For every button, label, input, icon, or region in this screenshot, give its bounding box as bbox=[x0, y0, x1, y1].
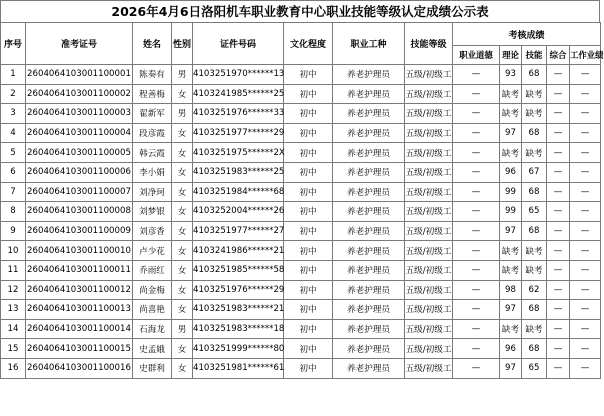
cell-name: 段彦霞 bbox=[133, 123, 172, 143]
cell-skill: 68 bbox=[522, 221, 547, 241]
cell-seq: 8 bbox=[1, 202, 26, 222]
table-row bbox=[1, 358, 601, 378]
cell-ethics: — bbox=[453, 202, 500, 222]
cell-overall: — bbox=[547, 260, 570, 280]
cell-name: 刘净珂 bbox=[133, 182, 172, 202]
table-row bbox=[1, 162, 601, 182]
cell-job: 养老护理员 bbox=[333, 182, 405, 202]
cell-theory: 99 bbox=[500, 202, 522, 222]
cell-id-no: 4103251977******27 bbox=[193, 221, 284, 241]
cell-overall: — bbox=[547, 123, 570, 143]
cell-job: 养老护理员 bbox=[333, 339, 405, 359]
cell-education: 初中 bbox=[284, 182, 333, 202]
cell-performance: — bbox=[570, 221, 601, 241]
cell-overall: — bbox=[547, 104, 570, 124]
cell-skill: 65 bbox=[522, 358, 547, 378]
cell-education: 初中 bbox=[284, 358, 333, 378]
cell-performance: — bbox=[570, 280, 601, 300]
cell-ethics: — bbox=[453, 339, 500, 359]
cell-ethics: — bbox=[453, 143, 500, 163]
cell-id-no: 4103251983******25 bbox=[193, 162, 284, 182]
cell-theory: 97 bbox=[500, 221, 522, 241]
table-row bbox=[1, 339, 601, 359]
header-theory: 理论 bbox=[500, 46, 522, 65]
cell-performance: — bbox=[570, 104, 601, 124]
cell-id-no: 4103251977******29 bbox=[193, 123, 284, 143]
cell-job: 养老护理员 bbox=[333, 300, 405, 320]
cell-job: 养老护理员 bbox=[333, 358, 405, 378]
cell-ethics: — bbox=[453, 84, 500, 104]
header-name: 姓名 bbox=[133, 23, 172, 65]
cell-name: 卢少花 bbox=[133, 241, 172, 261]
cell-skill: 缺考 bbox=[522, 241, 547, 261]
cell-exam-no: 2604064103001100007 bbox=[26, 182, 133, 202]
cell-theory: 缺考 bbox=[500, 319, 522, 339]
cell-id-no: 4103241986******21 bbox=[193, 241, 284, 261]
header-skill: 技能 bbox=[522, 46, 547, 65]
cell-exam-no: 2604064103001100013 bbox=[26, 300, 133, 320]
cell-id-no: 4103251976******29 bbox=[193, 280, 284, 300]
cell-job: 养老护理员 bbox=[333, 162, 405, 182]
table-row bbox=[1, 143, 601, 163]
cell-overall: — bbox=[547, 143, 570, 163]
header-scores-group: 考核成绩 bbox=[453, 23, 601, 46]
cell-exam-no: 2604064103001100015 bbox=[26, 339, 133, 359]
cell-ethics: — bbox=[453, 280, 500, 300]
cell-performance: — bbox=[570, 65, 601, 85]
cell-seq: 15 bbox=[1, 339, 26, 359]
table-row bbox=[1, 202, 601, 222]
cell-ethics: — bbox=[453, 162, 500, 182]
header-seq: 序号 bbox=[1, 23, 26, 65]
cell-theory: 缺考 bbox=[500, 84, 522, 104]
cell-ethics: — bbox=[453, 65, 500, 85]
cell-education: 初中 bbox=[284, 84, 333, 104]
cell-name: 陈奏有 bbox=[133, 65, 172, 85]
cell-ethics: — bbox=[453, 221, 500, 241]
cell-performance: — bbox=[570, 84, 601, 104]
cell-exam-no: 2604064103001100006 bbox=[26, 162, 133, 182]
header-id-no: 证件号码 bbox=[193, 23, 284, 65]
cell-performance: — bbox=[570, 339, 601, 359]
cell-skill: 65 bbox=[522, 202, 547, 222]
cell-gender: 女 bbox=[172, 260, 193, 280]
cell-exam-no: 2604064103001100004 bbox=[26, 123, 133, 143]
cell-id-no: 4103252004******26 bbox=[193, 202, 284, 222]
cell-skill: 缺考 bbox=[522, 319, 547, 339]
cell-level: 五级/初级工 bbox=[405, 65, 453, 85]
header-exam-no: 准考证号 bbox=[26, 23, 133, 65]
cell-theory: 缺考 bbox=[500, 143, 522, 163]
cell-exam-no: 2604064103001100009 bbox=[26, 221, 133, 241]
cell-performance: — bbox=[570, 182, 601, 202]
table-row bbox=[1, 65, 601, 85]
cell-gender: 女 bbox=[172, 162, 193, 182]
cell-exam-no: 2604064103001100003 bbox=[26, 104, 133, 124]
cell-overall: — bbox=[547, 65, 570, 85]
cell-ethics: — bbox=[453, 300, 500, 320]
cell-theory: 缺考 bbox=[500, 104, 522, 124]
cell-exam-no: 2604064103001100016 bbox=[26, 358, 133, 378]
cell-education: 初中 bbox=[284, 241, 333, 261]
cell-job: 养老护理员 bbox=[333, 143, 405, 163]
cell-ethics: — bbox=[453, 241, 500, 261]
cell-skill: 68 bbox=[522, 300, 547, 320]
cell-id-no: 4103251976******33 bbox=[193, 104, 284, 124]
cell-level: 五级/初级工 bbox=[405, 280, 453, 300]
cell-overall: — bbox=[547, 202, 570, 222]
cell-level: 五级/初级工 bbox=[405, 162, 453, 182]
cell-name: 尚喜艳 bbox=[133, 300, 172, 320]
cell-ethics: — bbox=[453, 123, 500, 143]
cell-theory: 97 bbox=[500, 123, 522, 143]
cell-education: 初中 bbox=[284, 143, 333, 163]
cell-gender: 男 bbox=[172, 319, 193, 339]
table-row bbox=[1, 319, 601, 339]
cell-gender: 女 bbox=[172, 123, 193, 143]
cell-skill: 缺考 bbox=[522, 104, 547, 124]
cell-overall: — bbox=[547, 182, 570, 202]
cell-education: 初中 bbox=[284, 202, 333, 222]
cell-level: 五级/初级工 bbox=[405, 319, 453, 339]
cell-job: 养老护理员 bbox=[333, 104, 405, 124]
cell-id-no: 4103251983******18 bbox=[193, 319, 284, 339]
cell-seq: 13 bbox=[1, 300, 26, 320]
cell-name: 翟新军 bbox=[133, 104, 172, 124]
cell-id-no: 4103251984******68 bbox=[193, 182, 284, 202]
cell-performance: — bbox=[570, 358, 601, 378]
cell-seq: 6 bbox=[1, 162, 26, 182]
cell-id-no: 4103251985******58 bbox=[193, 260, 284, 280]
cell-overall: — bbox=[547, 162, 570, 182]
cell-level: 五级/初级工 bbox=[405, 182, 453, 202]
page-title: 2026年4月6日洛阳机车职业教育中心职业技能等级认定成绩公示表 bbox=[0, 0, 600, 22]
header-gender: 性别 bbox=[172, 23, 193, 65]
cell-gender: 女 bbox=[172, 358, 193, 378]
cell-gender: 女 bbox=[172, 84, 193, 104]
cell-level: 五级/初级工 bbox=[405, 221, 453, 241]
cell-name: 李小娟 bbox=[133, 162, 172, 182]
cell-exam-no: 2604064103001100014 bbox=[26, 319, 133, 339]
cell-skill: 68 bbox=[522, 339, 547, 359]
cell-overall: — bbox=[547, 358, 570, 378]
cell-performance: — bbox=[570, 319, 601, 339]
cell-gender: 男 bbox=[172, 104, 193, 124]
table-row bbox=[1, 123, 601, 143]
cell-exam-no: 2604064103001100012 bbox=[26, 280, 133, 300]
cell-name: 石海龙 bbox=[133, 319, 172, 339]
cell-level: 五级/初级工 bbox=[405, 241, 453, 261]
header-overall: 综合 bbox=[547, 46, 570, 65]
cell-education: 初中 bbox=[284, 65, 333, 85]
cell-level: 五级/初级工 bbox=[405, 104, 453, 124]
cell-skill: 缺考 bbox=[522, 84, 547, 104]
cell-exam-no: 2604064103001100001 bbox=[26, 65, 133, 85]
cell-theory: 97 bbox=[500, 358, 522, 378]
cell-overall: — bbox=[547, 84, 570, 104]
cell-level: 五级/初级工 bbox=[405, 358, 453, 378]
cell-theory: 98 bbox=[500, 280, 522, 300]
cell-exam-no: 2604064103001100011 bbox=[26, 260, 133, 280]
cell-education: 初中 bbox=[284, 162, 333, 182]
cell-education: 初中 bbox=[284, 319, 333, 339]
cell-id-no: 4103251981******61 bbox=[193, 358, 284, 378]
cell-seq: 12 bbox=[1, 280, 26, 300]
cell-performance: — bbox=[570, 162, 601, 182]
cell-skill: 68 bbox=[522, 182, 547, 202]
cell-performance: — bbox=[570, 202, 601, 222]
cell-level: 五级/初级工 bbox=[405, 202, 453, 222]
cell-ethics: — bbox=[453, 319, 500, 339]
cell-level: 五级/初级工 bbox=[405, 300, 453, 320]
cell-exam-no: 2604064103001100010 bbox=[26, 241, 133, 261]
cell-gender: 女 bbox=[172, 339, 193, 359]
cell-performance: — bbox=[570, 241, 601, 261]
cell-id-no: 4103251975******2X bbox=[193, 143, 284, 163]
header-level: 技能等级 bbox=[405, 23, 453, 65]
cell-ethics: — bbox=[453, 182, 500, 202]
cell-overall: — bbox=[547, 280, 570, 300]
cell-gender: 女 bbox=[172, 280, 193, 300]
cell-level: 五级/初级工 bbox=[405, 123, 453, 143]
cell-performance: — bbox=[570, 123, 601, 143]
table-row bbox=[1, 104, 601, 124]
cell-overall: — bbox=[547, 319, 570, 339]
cell-overall: — bbox=[547, 339, 570, 359]
cell-job: 养老护理员 bbox=[333, 202, 405, 222]
cell-seq: 10 bbox=[1, 241, 26, 261]
cell-job: 养老护理员 bbox=[333, 319, 405, 339]
table-row bbox=[1, 241, 601, 261]
header-education: 文化程度 bbox=[284, 23, 333, 65]
cell-ethics: — bbox=[453, 260, 500, 280]
cell-skill: 缺考 bbox=[522, 143, 547, 163]
cell-gender: 女 bbox=[172, 221, 193, 241]
cell-id-no: 4103251983******21 bbox=[193, 300, 284, 320]
cell-id-no: 4103251999******80 bbox=[193, 339, 284, 359]
cell-theory: 99 bbox=[500, 182, 522, 202]
cell-education: 初中 bbox=[284, 104, 333, 124]
header-ethics: 职业道德 bbox=[453, 46, 500, 65]
cell-gender: 男 bbox=[172, 65, 193, 85]
cell-seq: 3 bbox=[1, 104, 26, 124]
cell-skill: 68 bbox=[522, 123, 547, 143]
cell-job: 养老护理员 bbox=[333, 65, 405, 85]
cell-education: 初中 bbox=[284, 221, 333, 241]
cell-theory: 96 bbox=[500, 339, 522, 359]
cell-job: 养老护理员 bbox=[333, 260, 405, 280]
cell-seq: 14 bbox=[1, 319, 26, 339]
cell-seq: 1 bbox=[1, 65, 26, 85]
cell-job: 养老护理员 bbox=[333, 280, 405, 300]
cell-job: 养老护理员 bbox=[333, 241, 405, 261]
cell-name: 乔雨红 bbox=[133, 260, 172, 280]
cell-level: 五级/初级工 bbox=[405, 339, 453, 359]
cell-seq: 11 bbox=[1, 260, 26, 280]
cell-exam-no: 2604064103001100005 bbox=[26, 143, 133, 163]
cell-education: 初中 bbox=[284, 260, 333, 280]
cell-education: 初中 bbox=[284, 123, 333, 143]
cell-theory: 缺考 bbox=[500, 241, 522, 261]
header-row-main bbox=[1, 23, 601, 46]
cell-seq: 4 bbox=[1, 123, 26, 143]
header-performance: 工作业绩 bbox=[570, 46, 601, 65]
cell-job: 养老护理员 bbox=[333, 84, 405, 104]
table-row bbox=[1, 280, 601, 300]
cell-name: 史孟娥 bbox=[133, 339, 172, 359]
cell-id-no: 4103251970******13 bbox=[193, 65, 284, 85]
cell-job: 养老护理员 bbox=[333, 221, 405, 241]
cell-job: 养老护理员 bbox=[333, 123, 405, 143]
cell-skill: 67 bbox=[522, 162, 547, 182]
cell-overall: — bbox=[547, 221, 570, 241]
cell-gender: 女 bbox=[172, 241, 193, 261]
cell-gender: 女 bbox=[172, 202, 193, 222]
cell-gender: 女 bbox=[172, 300, 193, 320]
cell-overall: — bbox=[547, 300, 570, 320]
table-row bbox=[1, 221, 601, 241]
cell-seq: 9 bbox=[1, 221, 26, 241]
cell-name: 程善梅 bbox=[133, 84, 172, 104]
cell-exam-no: 2604064103001100008 bbox=[26, 202, 133, 222]
results-table bbox=[0, 22, 604, 379]
cell-skill: 68 bbox=[522, 65, 547, 85]
cell-skill: 62 bbox=[522, 280, 547, 300]
cell-name: 刘彦香 bbox=[133, 221, 172, 241]
cell-level: 五级/初级工 bbox=[405, 143, 453, 163]
cell-level: 五级/初级工 bbox=[405, 260, 453, 280]
cell-gender: 女 bbox=[172, 143, 193, 163]
header-job: 职业工种 bbox=[333, 23, 405, 65]
cell-performance: — bbox=[570, 260, 601, 280]
cell-name: 史群利 bbox=[133, 358, 172, 378]
cell-theory: 97 bbox=[500, 300, 522, 320]
table-row bbox=[1, 182, 601, 202]
cell-exam-no: 2604064103001100002 bbox=[26, 84, 133, 104]
table-row bbox=[1, 300, 601, 320]
cell-seq: 2 bbox=[1, 84, 26, 104]
cell-name: 刘梦银 bbox=[133, 202, 172, 222]
cell-skill: 缺考 bbox=[522, 260, 547, 280]
cell-education: 初中 bbox=[284, 300, 333, 320]
cell-performance: — bbox=[570, 300, 601, 320]
cell-name: 韩云霞 bbox=[133, 143, 172, 163]
table-row bbox=[1, 84, 601, 104]
cell-name: 尚金梅 bbox=[133, 280, 172, 300]
cell-gender: 女 bbox=[172, 182, 193, 202]
cell-seq: 7 bbox=[1, 182, 26, 202]
cell-seq: 5 bbox=[1, 143, 26, 163]
table-row bbox=[1, 260, 601, 280]
cell-theory: 缺考 bbox=[500, 260, 522, 280]
cell-ethics: — bbox=[453, 104, 500, 124]
cell-overall: — bbox=[547, 241, 570, 261]
cell-id-no: 4103241985******25 bbox=[193, 84, 284, 104]
cell-theory: 96 bbox=[500, 162, 522, 182]
cell-theory: 93 bbox=[500, 65, 522, 85]
cell-performance: — bbox=[570, 143, 601, 163]
cell-level: 五级/初级工 bbox=[405, 84, 453, 104]
cell-ethics: — bbox=[453, 358, 500, 378]
cell-education: 初中 bbox=[284, 339, 333, 359]
cell-seq: 16 bbox=[1, 358, 26, 378]
cell-education: 初中 bbox=[284, 280, 333, 300]
